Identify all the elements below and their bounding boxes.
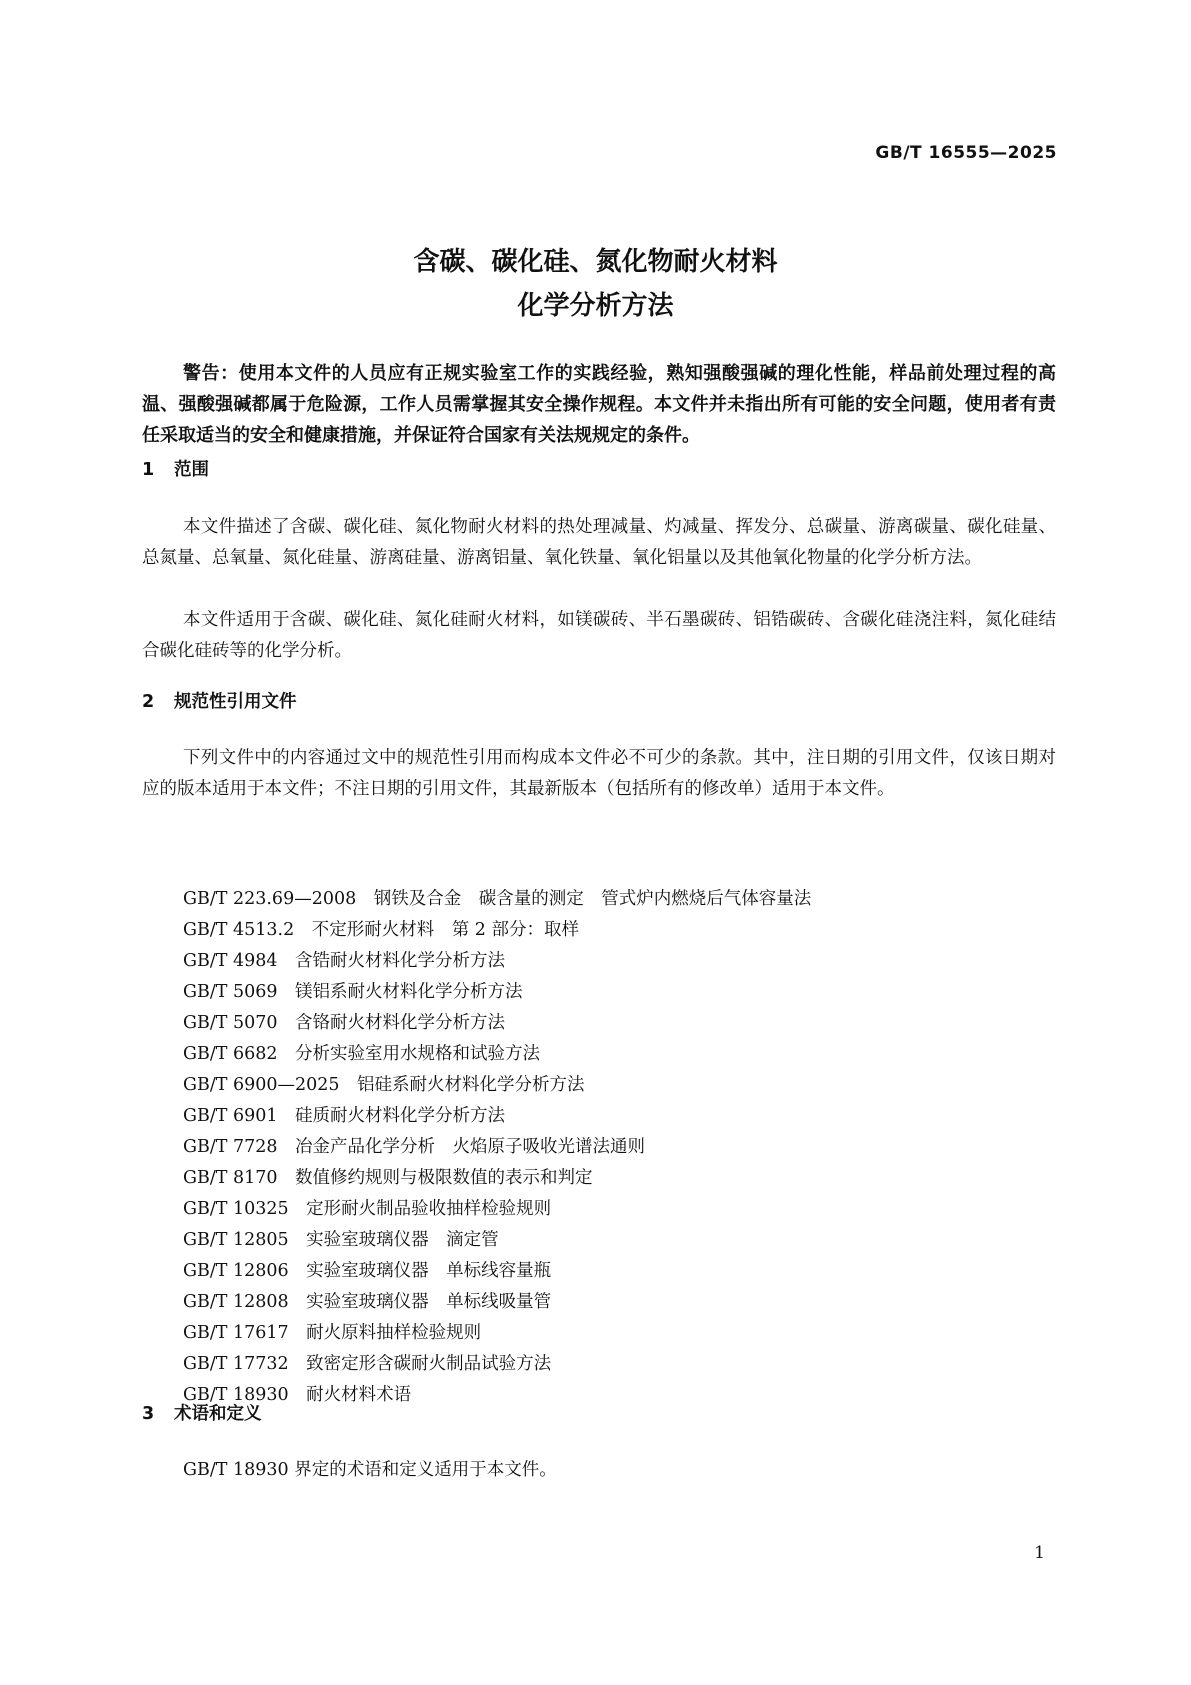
- scope-paragraph-2: 本文件适用于含碳、碳化硅、氮化硅耐火材料，如镁碳砖、半石墨碳砖、铝锆碳砖、含碳化硅浇注料，氮化硅结合碳化硅砖等的化学分析。: [142, 610, 1056, 661]
- section-3-title: 术语和定义: [174, 1404, 262, 1424]
- section-2-number: 2: [142, 692, 155, 712]
- page-number: 1: [1034, 1543, 1045, 1563]
- section-1-title: 范围: [174, 460, 209, 480]
- reference-item: GB/T 4984 含锆耐火材料化学分析方法: [183, 951, 506, 971]
- section-3-number: 3: [142, 1404, 155, 1424]
- reference-item: GB/T 8170 数值修约规则与极限数值的表示和判定: [183, 1168, 593, 1188]
- section-1-number: 1: [142, 460, 155, 480]
- reference-item: GB/T 6900—2025 铝硅系耐火材料化学分析方法: [183, 1075, 585, 1095]
- title-line-1: 含碳、碳化硅、氮化物耐火材料: [413, 247, 778, 277]
- title-line-2: 化学分析方法: [517, 291, 674, 321]
- scope-paragraph-1: 本文件描述了含碳、碳化硅、氮化物耐火材料的热处理减量、灼减量、挥发分、总碳量、游离碳量、碳化硅量、总氮量、总氧量、氮化硅量、游离硅量、游离铝量、氧化铁量、氧化铝量以及其他氧化物量的化学分析方法。: [142, 517, 1056, 568]
- reference-item: GB/T 5070 含铬耐火材料化学分析方法: [183, 1013, 506, 1033]
- reference-item: GB/T 17617 耐火原料抽样检验规则: [183, 1323, 482, 1343]
- reference-item: GB/T 5069 镁铝系耐火材料化学分析方法: [183, 982, 523, 1002]
- reference-item: GB/T 12806 实验室玻璃仪器 单标线容量瓶: [183, 1261, 552, 1281]
- reference-item: GB/T 12805 实验室玻璃仪器 滴定管: [183, 1230, 499, 1250]
- terms-definitions-paragraph: GB/T 18930 界定的术语和定义适用于本文件。: [183, 1460, 557, 1480]
- reference-item: GB/T 4513.2 不定形耐火材料 第 2 部分：取样: [183, 920, 579, 940]
- normative-references-intro: 下列文件中的内容通过文中的规范性引用而构成本文件必不可少的条款。其中，注日期的引用文件，仅该日期对应的版本适用于本文件；不注日期的引用文件，其最新版本（包括所有的修改单）适用于本文件。: [142, 748, 1056, 799]
- reference-item: GB/T 10325 定形耐火制品验收抽样检验规则: [183, 1199, 552, 1219]
- section-2-heading: [142, 688, 297, 713]
- reference-item: GB/T 12808 实验室玻璃仪器 单标线吸量管: [183, 1292, 552, 1312]
- reference-list: [183, 884, 811, 1411]
- section-2-title: 规范性引用文件: [174, 692, 297, 712]
- warning-paragraph: 警告：使用本文件的人员应有正规实验室工作的实践经验，熟知强酸强碱的理化性能，样品前处理过程的高温、强酸强碱都属于危险源，工作人员需掌握其安全操作规程。本文件并未指出所有可能的安全问题，使用者有责任采取适当的安全和健康措施，并保证符合国家有关法规规定的条件。: [142, 363, 1056, 446]
- document-title: [0, 240, 1191, 328]
- reference-item: GB/T 6682 分析实验室用水规格和试验方法: [183, 1044, 541, 1064]
- reference-item: GB/T 18930 耐火材料术语: [183, 1385, 412, 1405]
- reference-item: GB/T 223.69—2008 钢铁及合金 碳含量的测定 管式炉内燃烧后气体容量法: [183, 889, 812, 909]
- standard-number: GB/T 16555—2025: [875, 143, 1057, 163]
- reference-item: GB/T 7728 冶金产品化学分析 火焰原子吸收光谱法通则: [183, 1137, 646, 1157]
- section-1-heading: [142, 456, 209, 481]
- section-3-heading: [142, 1400, 262, 1425]
- reference-item: GB/T 17732 致密定形含碳耐火制品试验方法: [183, 1354, 552, 1374]
- reference-item: GB/T 6901 硅质耐火材料化学分析方法: [183, 1106, 506, 1126]
